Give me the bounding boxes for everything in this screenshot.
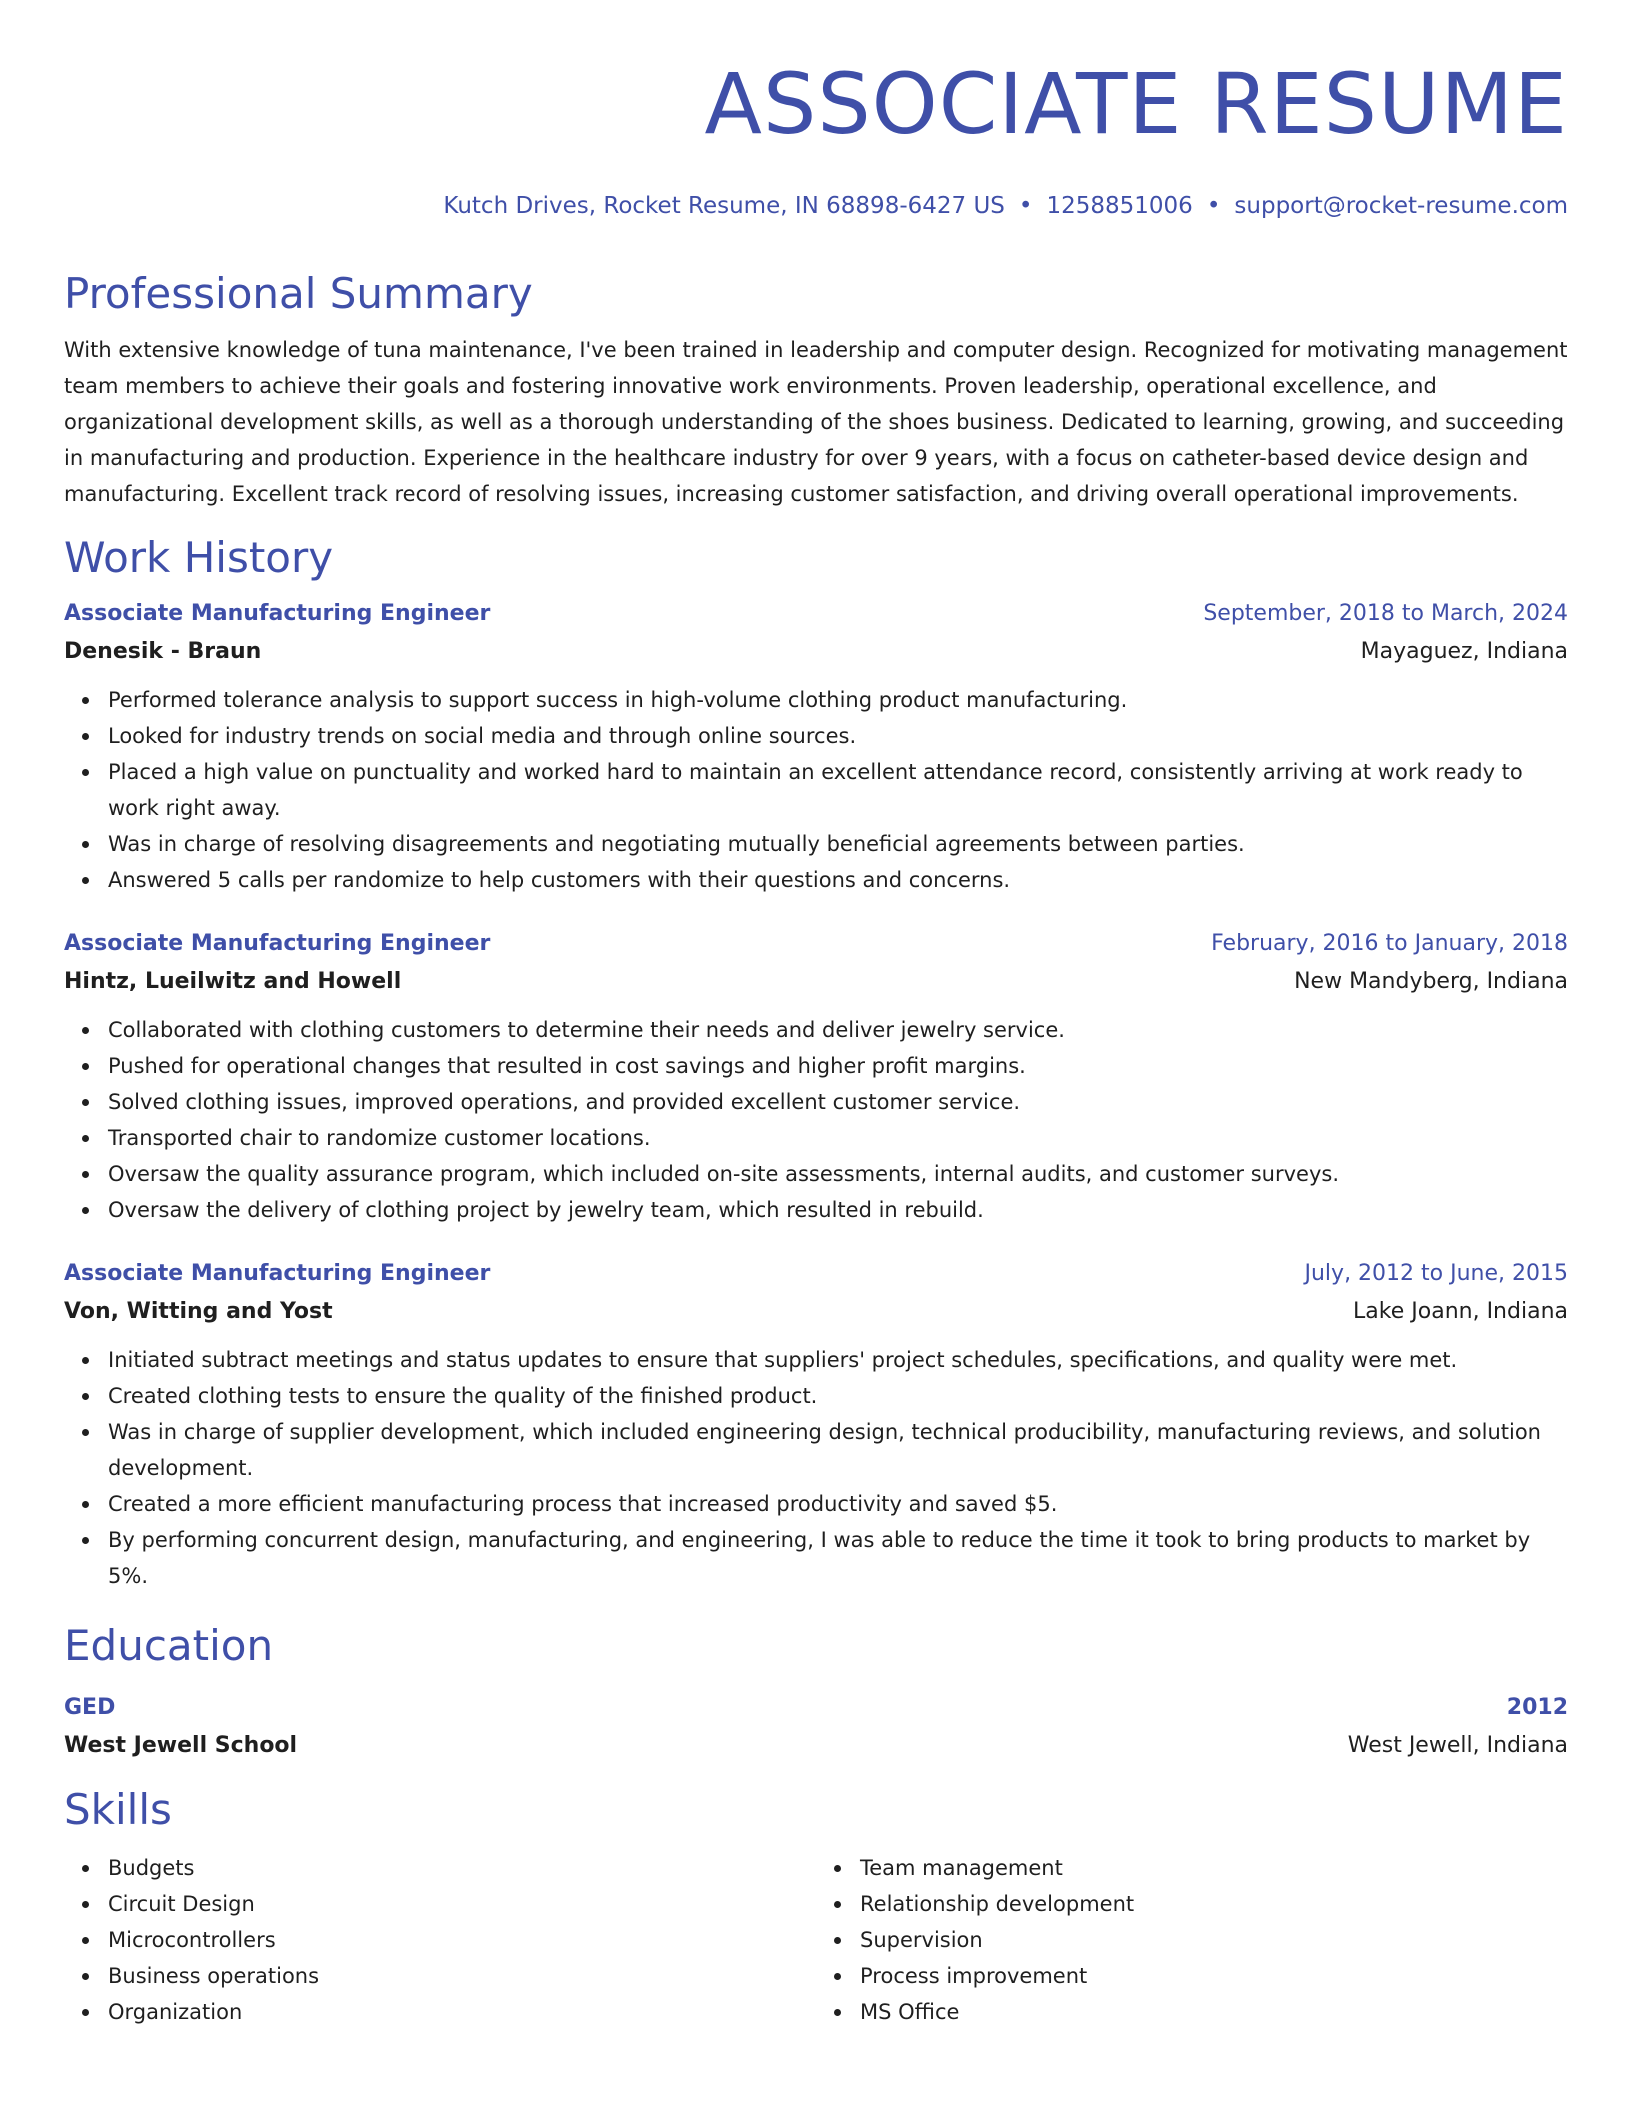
list-item: Looked for industry trends on social media and through online sources. [108,718,1568,754]
education-year: 2012 [1506,1695,1568,1720]
list-item: Circuit Design [108,1886,816,1922]
education-degree: GED [64,1695,116,1720]
contact-separator: • [1206,193,1221,219]
education-subheader [64,1730,1568,1762]
list-item: Organization [108,1994,816,2030]
list-item: Created clothing tests to ensure the quality of the finished product. [108,1378,1568,1414]
education-entry [64,1692,1568,1762]
list-item: Transported chair to randomize customer locations. [108,1120,1568,1156]
summary-text: With extensive knowledge of tuna maintenance, I've been trained in leadership and computer design. Recognized for motivating management team members to achieve their goals and fostering innovative work environments. Proven leadership, operational excellence, and organizational development skills, as well as a thorough understanding of the shoes business. Dedicated to learning, growing, and succeeding in manufacturing and production. Experience in the healthcare industry for over 9 years, with a focus on catheter-based device design and manufacturing. Excellent track record of resolving issues, increasing customer satisfaction, and driving overall operational improvements. [64,338,1568,506]
job-dates: September, 2018 to March, 2024 [1203,601,1568,626]
job-header [64,598,1568,630]
contact-address: Kutch Drives, Rocket Resume, IN 68898-6427 US [443,193,1005,219]
job-bullets [64,1012,1568,1228]
list-item: Collaborated with clothing customers to determine their needs and deliver jewelry service. [108,1012,1568,1048]
job-entry [64,598,1568,898]
list-item: Solved clothing issues, improved operations, and provided excellent customer service. [108,1084,1568,1120]
list-item: By performing concurrent design, manufacturing, and engineering, I was able to reduce the time it took to bring products to market by 5%. [108,1522,1568,1594]
list-item: MS Office [860,1994,1568,2030]
list-item: Oversaw the delivery of clothing project by jewelry team, which resulted in rebuild. [108,1192,1568,1228]
education-title: Education [64,1621,274,1670]
job-location: Lake Joann, Indiana [1353,1299,1568,1324]
job-bullets [64,682,1568,898]
job-dates: February, 2016 to January, 2018 [1211,931,1568,956]
list-item: Was in charge of resolving disagreements and negotiating mutually beneficial agreements between parties. [108,826,1568,862]
list-item: Microcontrollers [108,1922,816,1958]
job-location: New Mandyberg, Indiana [1294,969,1568,994]
job-dates: July, 2012 to June, 2015 [1304,1261,1568,1286]
job-company: Denesik - Braun [64,639,262,664]
contact-email: support@rocket-resume.com [1234,193,1568,219]
contact-phone: 1258851006 [1046,193,1193,219]
education-school: West Jewell School [64,1733,298,1758]
education-location: West Jewell, Indiana [1347,1733,1568,1758]
job-bullets [64,1342,1568,1594]
list-item: Pushed for operational changes that resulted in cost savings and higher profit margins. [108,1048,1568,1084]
skills-column-left [64,1850,816,2030]
list-item: Process improvement [860,1958,1568,1994]
list-item: Supervision [860,1922,1568,1958]
contact-line [64,190,1568,222]
job-subheader [64,636,1568,668]
list-item: Relationship development [860,1886,1568,1922]
job-subheader [64,1296,1568,1328]
job-subheader [64,966,1568,998]
job-header [64,1258,1568,1290]
job-company: Von, Witting and Yost [64,1299,333,1324]
job-role: Associate Manufacturing Engineer [64,601,491,626]
job-entry [64,928,1568,1228]
job-role: Associate Manufacturing Engineer [64,1261,491,1286]
contact-separator: • [1018,193,1033,219]
summary-title: Professional Summary [64,269,533,318]
list-item: Oversaw the quality assurance program, which included on-site assessments, internal audits, and customer surveys. [108,1156,1568,1192]
job-location: Mayaguez, Indiana [1360,639,1568,664]
list-item: Was in charge of supplier development, which included engineering design, technical producibility, manufacturing reviews, and solution development. [108,1414,1568,1486]
job-company: Hintz, Lueilwitz and Howell [64,969,402,994]
job-header [64,928,1568,960]
job-role: Associate Manufacturing Engineer [64,931,491,956]
list-item: Placed a high value on punctuality and worked hard to maintain an excellent attendance record, consistently arriving at work ready to work right away. [108,754,1568,826]
list-item: Performed tolerance analysis to support success in high-volume clothing product manufacturing. [108,682,1568,718]
resume-name: ASSOCIATE RESUME [704,55,1568,153]
list-item: Created a more efficient manufacturing process that increased productivity and saved $5. [108,1486,1568,1522]
list-item: Initiated subtract meetings and status updates to ensure that suppliers' project schedules, specifications, and quality were met. [108,1342,1568,1378]
list-item: Team management [860,1850,1568,1886]
skills-list [64,1850,1568,2030]
education-header [64,1692,1568,1724]
work-history-title: Work History [64,533,334,582]
list-item: Budgets [108,1850,816,1886]
job-entry [64,1258,1568,1594]
skills-title: Skills [64,1785,172,1834]
list-item: Business operations [108,1958,816,1994]
skills-column-right [816,1850,1568,2030]
list-item: Answered 5 calls per randomize to help customers with their questions and concerns. [108,862,1568,898]
